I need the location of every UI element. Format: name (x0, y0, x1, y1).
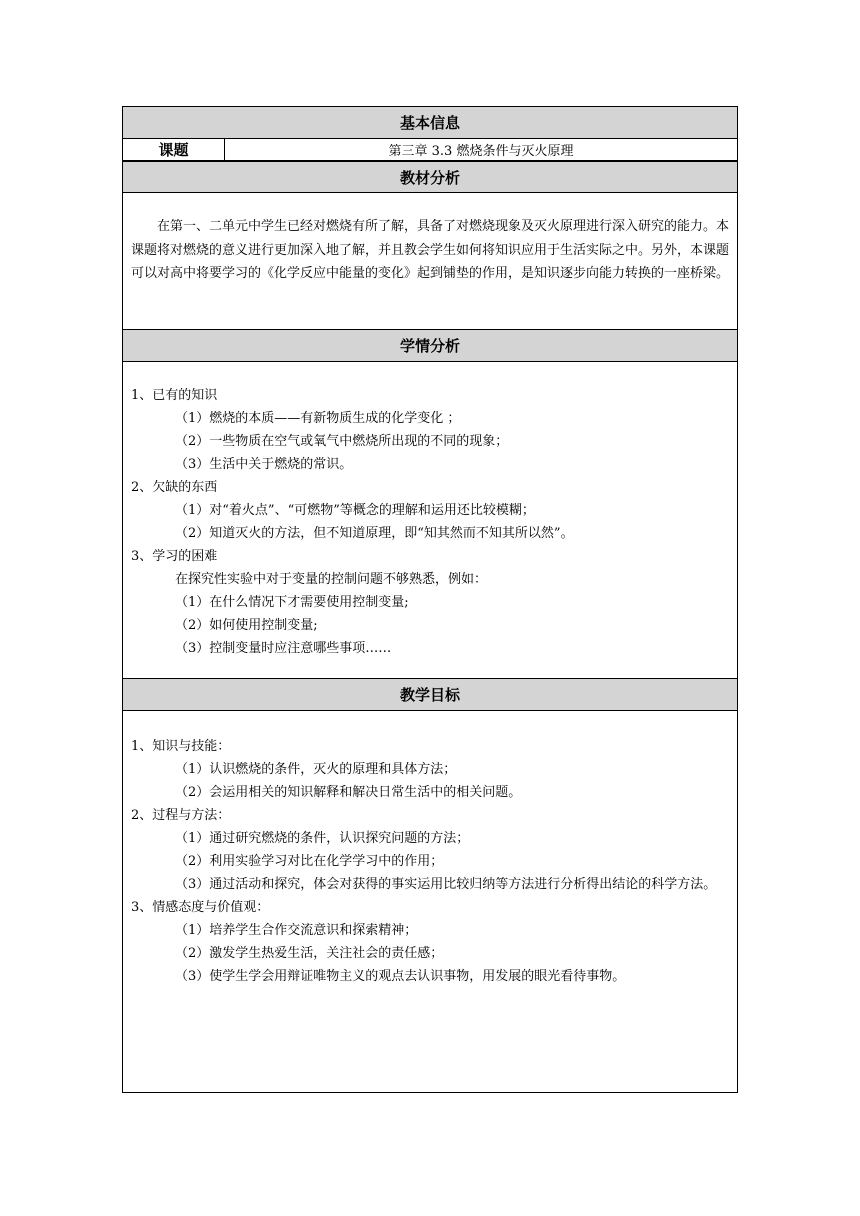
basic-info-header-text: 基本信息 (399, 114, 460, 132)
student-line: （3）控制变量时应注意哪些事项…… (175, 641, 392, 656)
student-line: （1）对“着火点”、“可燃物”等概念的理解和运用还比较模糊； (175, 503, 535, 518)
student-line: （1）燃烧的本质——有新物质生成的化学变化 ； (175, 411, 461, 426)
student-analysis-header (123, 329, 737, 362)
topic-row (123, 138, 737, 161)
teaching-goals-header (123, 678, 737, 711)
goal-line: （3）使学生学会用辩证唯物主义的观点去认识事物，用发展的眼光看待事物。 (175, 969, 626, 984)
student-line: 1、已有的知识 (131, 388, 218, 403)
textbook-analysis-header-text: 教材分析 (399, 168, 460, 187)
goal-line: 2、过程与方法： (131, 808, 231, 823)
goal-line: （2）激发学生热爱生活，关注社会的责任感； (175, 946, 444, 961)
goal-line: （1）通过研究燃烧的条件，认识探究问题的方法； (175, 831, 470, 846)
teaching-goals-header-text: 教学目标 (399, 686, 460, 704)
student-line: （2）如何使用控制变量; (175, 618, 318, 633)
student-line: （2）知道灭火的方法，但不知道原理，即“知其然而不知其所以然”。 (175, 526, 574, 541)
student-analysis-header-text: 学情分析 (399, 337, 460, 355)
topic-label (123, 138, 225, 160)
goal-line: 3、情感态度与价值观： (131, 900, 270, 915)
student-line: 2、欠缺的东西 (131, 480, 218, 495)
textbook-analysis-header (123, 161, 737, 193)
student-line: （1）在什么情况下才需要使用控制变量; (175, 595, 409, 610)
goal-line: 1、知识与技能： (131, 739, 231, 754)
goal-line: （2）利用实验学习对比在化学学习中的作用； (175, 854, 444, 869)
basic-info-header (123, 107, 737, 139)
student-line: 在探究性实验中对于变量的控制问题不够熟悉，例如： (175, 572, 488, 587)
topic-value (225, 138, 737, 160)
goal-line: （1）认识燃烧的条件，灭火的原理和具体方法； (175, 762, 457, 777)
student-line: 3、学习的困难 (131, 549, 218, 564)
topic-value-text: 第三章 3.3 燃烧条件与灭火原理 (388, 143, 574, 159)
student-analysis-body (123, 362, 737, 678)
textbook-analysis-paragraph: 在第一、二单元中学生已经对燃烧有所了解，具备了对燃烧现象及灭火原理进行深入研究的能力。本课题将对燃烧的意义进行更加深入地了解，并且教会学生如何将知识应用于生活实际之中。另外，本课题可以对高中将要学习的《化学反应中能量的变化》起到铺垫的作用，是知识逐步向能力转换的一座桥梁。 (131, 219, 730, 281)
textbook-analysis-body (123, 193, 737, 329)
goal-line: （3）通过活动和探究，体会对获得的事实运用比较归纳等方法进行分析得出结论的科学方法。 (175, 877, 717, 892)
lesson-plan-table (122, 106, 738, 1093)
goal-line: （1）培养学生合作交流意识和探索精神； (175, 923, 418, 938)
student-line: （2）一些物质在空气或氧气中燃烧所出现的不同的现象； (175, 434, 509, 449)
topic-label-text: 课题 (158, 140, 189, 159)
teaching-goals-body (123, 711, 737, 1093)
goal-line: （2）会运用相关的知识解释和解决日常生活中的相关问题。 (175, 785, 522, 800)
student-line: （3）生活中关于燃烧的常识。 (175, 457, 353, 472)
